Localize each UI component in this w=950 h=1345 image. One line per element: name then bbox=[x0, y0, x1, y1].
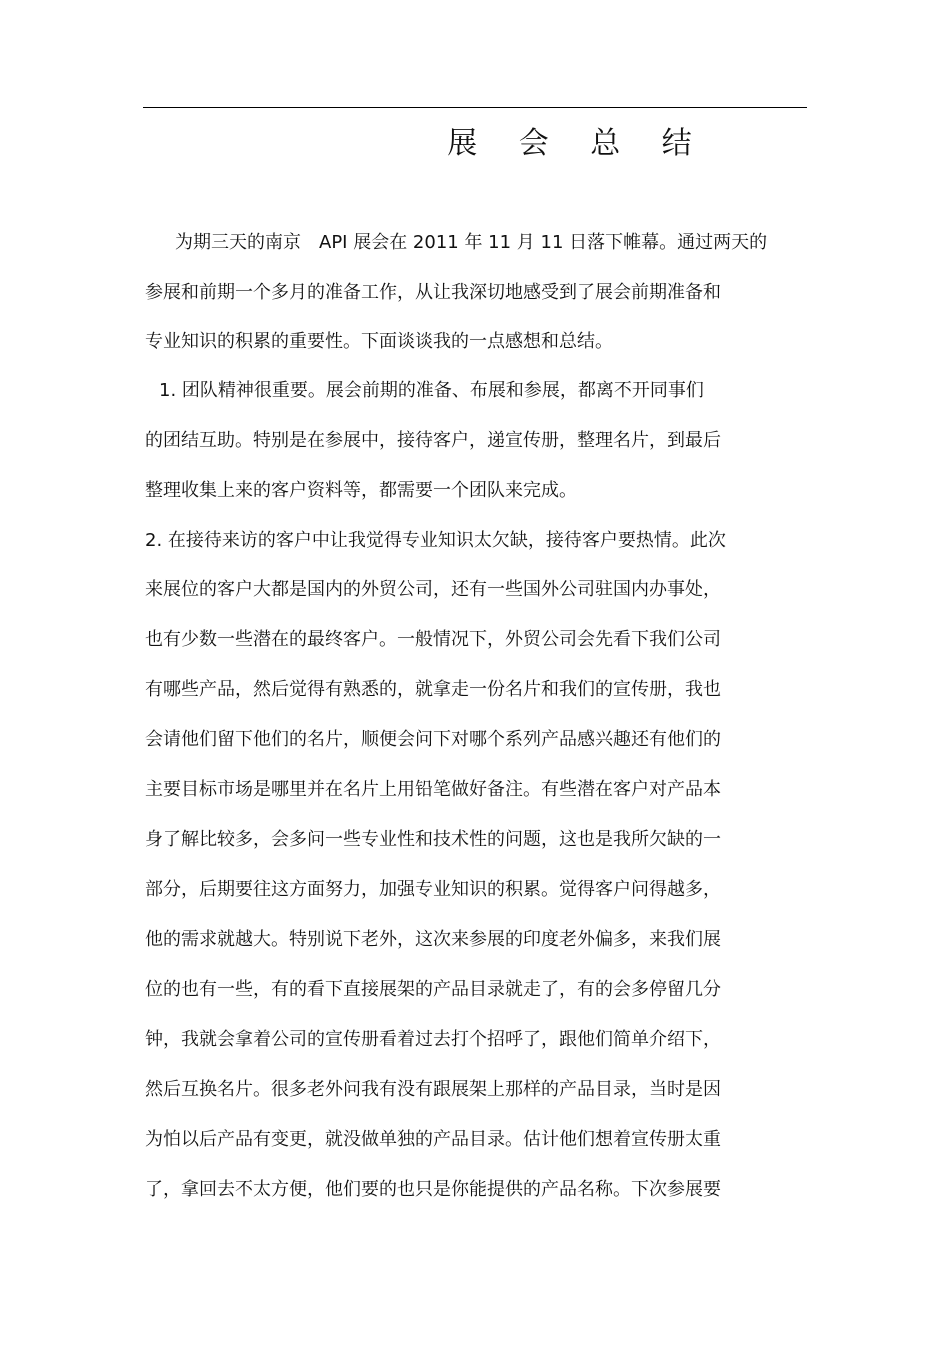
paragraph-line: 为期三天的南京 API 展会在 2011 年 11 月 11 日落下帷幕。通过两天的 bbox=[175, 232, 768, 253]
paragraph-line: 参展和前期一个多月的准备工作，从让我深切地感受到了展会前期准备和 bbox=[145, 282, 721, 303]
paragraph-line: 为怕以后产品有变更，就没做单独的产品目录。估计他们想着宣传册太重 bbox=[145, 1129, 721, 1150]
paragraph-line: 了，拿回去不太方便，他们要的也只是你能提供的产品名称。下次参展要 bbox=[145, 1179, 721, 1200]
list-item-line: 2. 在接待来访的客户中让我觉得专业知识太欠缺，接待客户要热情。此次 bbox=[145, 530, 726, 551]
paragraph-line: 部分，后期要往这方面努力，加强专业知识的积累。觉得客户问得越多， bbox=[145, 879, 721, 900]
list-item-line: 1. 团队精神很重要。展会前期的准备、布展和参展，都离不开同事们 bbox=[159, 380, 704, 401]
paragraph-line: 钟，我就会拿着公司的宣传册看着过去打个招呼了，跟他们简单介绍下， bbox=[145, 1029, 721, 1050]
paragraph-line: 会请他们留下他们的名片，顺便会问下对哪个系列产品感兴趣还有他们的 bbox=[145, 729, 721, 750]
paragraph-line: 也有少数一些潜在的最终客户。一般情况下，外贸公司会先看下我们公司 bbox=[145, 629, 721, 650]
paragraph-line: 主要目标市场是哪里并在名片上用铅笔做好备注。有些潜在客户对产品本 bbox=[145, 779, 721, 800]
paragraph-line: 专业知识的积累的重要性。下面谈谈我的一点感想和总结。 bbox=[145, 331, 613, 352]
paragraph-line: 然后互换名片。很多老外问我有没有跟展架上那样的产品目录，当时是因 bbox=[145, 1079, 721, 1100]
paragraph-line: 身了解比较多，会多问一些专业性和技术性的问题，这也是我所欠缺的一 bbox=[145, 829, 721, 850]
header-rule bbox=[143, 107, 807, 108]
paragraph-line: 有哪些产品，然后觉得有熟悉的，就拿走一份名片和我们的宣传册，我也 bbox=[145, 679, 721, 700]
paragraph-line: 整理收集上来的客户资料等，都需要一个团队来完成。 bbox=[145, 480, 577, 501]
paragraph-line: 来展位的客户大都是国内的外贸公司，还有一些国外公司驻国内办事处， bbox=[145, 579, 721, 600]
page-title: 展 会 总 结 bbox=[447, 126, 708, 161]
paragraph-line: 位的也有一些，有的看下直接展架的产品目录就走了，有的会多停留几分 bbox=[145, 979, 721, 1000]
paragraph-line: 他的需求就越大。特别说下老外，这次来参展的印度老外偏多，来我们展 bbox=[145, 929, 721, 950]
paragraph-line: 的团结互助。特别是在参展中，接待客户，递宣传册，整理名片，到最后 bbox=[145, 430, 721, 451]
